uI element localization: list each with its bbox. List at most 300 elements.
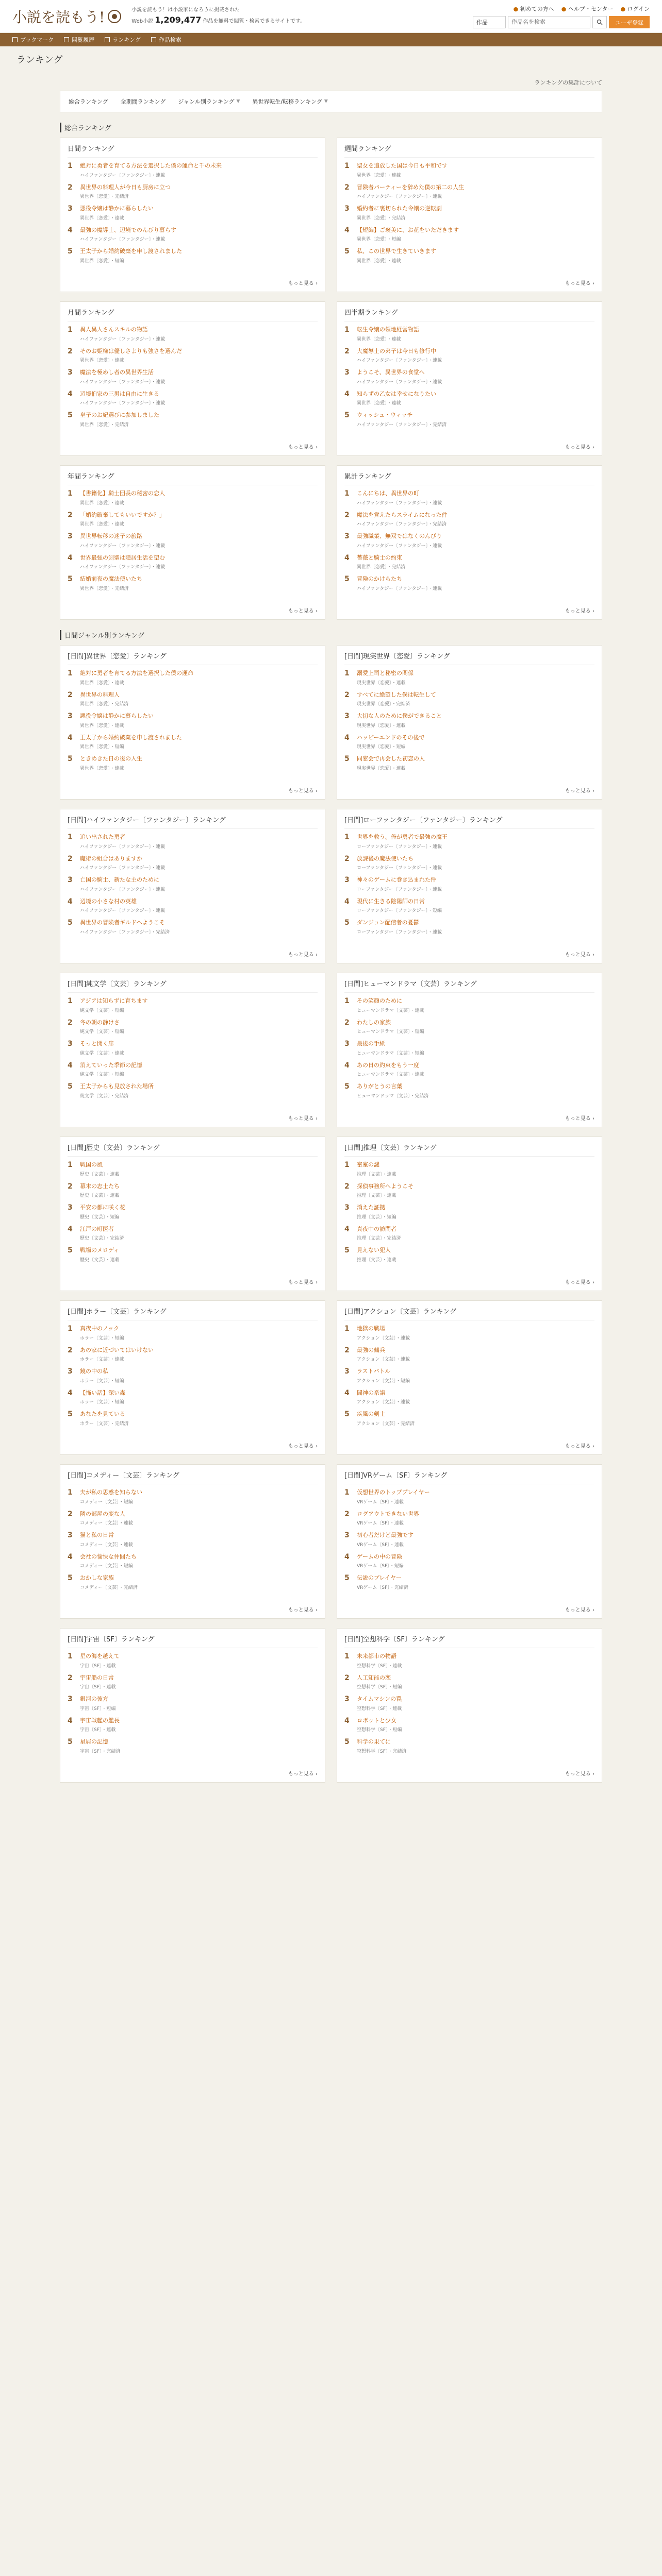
more-link[interactable]: もっと見る › bbox=[565, 443, 594, 450]
work-meta: 現実世界〔恋愛〕・完結済 bbox=[357, 702, 410, 707]
work-title[interactable]: 冬の朝の静けさ bbox=[80, 1019, 120, 1026]
list-item[interactable] bbox=[68, 226, 318, 243]
rank-number: 3 bbox=[68, 532, 73, 540]
list-item[interactable] bbox=[344, 1531, 594, 1548]
work-title[interactable]: 同窓会で再会した初恋の人 bbox=[357, 755, 425, 762]
ranking-card bbox=[60, 809, 325, 963]
work-title[interactable]: ラストバトル bbox=[357, 1368, 391, 1375]
work-title[interactable]: 異世界の料理人 bbox=[80, 691, 120, 698]
header-link-login[interactable]: ● ログイン bbox=[620, 5, 650, 12]
list-item[interactable] bbox=[68, 1225, 318, 1242]
work-meta: 純文学〔文芸〕・連載 bbox=[80, 1050, 124, 1056]
list-item[interactable] bbox=[344, 1574, 594, 1590]
list-item[interactable] bbox=[344, 876, 594, 892]
rank-number: 2 bbox=[68, 1018, 73, 1027]
work-title[interactable]: 魔術の組合はありますか bbox=[80, 855, 142, 862]
list-item[interactable] bbox=[68, 1389, 318, 1405]
list-item[interactable] bbox=[344, 1346, 594, 1363]
header-link-guide[interactable]: ● 初めての方へ bbox=[513, 5, 554, 12]
list-item[interactable] bbox=[68, 1346, 318, 1363]
work-title[interactable]: 【書籍化】騎士団長の秘密の恋人 bbox=[80, 490, 165, 497]
rank-number: 5 bbox=[344, 755, 350, 763]
work-title[interactable]: 闘神の系譜 bbox=[357, 1389, 385, 1396]
work-title[interactable]: 密室の謎 bbox=[357, 1161, 379, 1168]
user-register-button[interactable]: ユーザ登録 bbox=[609, 16, 650, 28]
work-title[interactable]: 伝説のプレイヤー bbox=[357, 1574, 402, 1581]
rank-number: 1 bbox=[68, 833, 73, 841]
rank-number: 1 bbox=[344, 162, 350, 170]
list-item[interactable] bbox=[344, 1738, 594, 1754]
list-item[interactable] bbox=[344, 1717, 594, 1733]
card-title[interactable]: [日間]宇宙〔SF〕ランキング bbox=[68, 1634, 318, 1648]
work-title[interactable]: ありがとうの言葉 bbox=[357, 1083, 402, 1090]
list-item[interactable] bbox=[344, 205, 594, 221]
work-title[interactable]: 【短編】ご褒美に、お花をいただきます bbox=[357, 226, 459, 233]
list-item[interactable] bbox=[68, 1717, 318, 1733]
work-title[interactable]: 宇宙戦艦の艦長 bbox=[80, 1717, 120, 1724]
work-title[interactable]: 鏡の中の私 bbox=[80, 1368, 108, 1375]
more-link[interactable]: もっと見る › bbox=[565, 1278, 594, 1285]
logo-text: 小説を読もう! bbox=[12, 8, 105, 26]
work-title[interactable]: 辺境の小さな村の英雄 bbox=[80, 897, 137, 905]
work-title[interactable]: ダンジョン配信者の憂鬱 bbox=[357, 919, 419, 926]
list-item[interactable] bbox=[344, 755, 594, 771]
work-meta: 異世界〔恋愛〕・完結済 bbox=[80, 586, 129, 591]
list-item[interactable] bbox=[344, 1674, 594, 1690]
list-item[interactable] bbox=[344, 1410, 594, 1427]
ranking-filter-bar bbox=[60, 91, 602, 112]
work-title[interactable]: 聖女を追放した国は今日も平和です bbox=[357, 162, 448, 169]
card-title[interactable]: [日間]異世界〔恋愛〕ランキング bbox=[68, 651, 318, 665]
ranking-card bbox=[60, 465, 325, 620]
work-title[interactable]: 異世界の冒険者ギルドへようこそ bbox=[80, 919, 165, 926]
work-title[interactable]: 皇子のお妃選びに参加しました bbox=[80, 412, 159, 418]
more-link[interactable]: もっと見る › bbox=[288, 606, 318, 614]
work-title[interactable]: 神々のゲームに巻き込まれた件 bbox=[357, 876, 436, 883]
list-item[interactable] bbox=[68, 1040, 318, 1056]
list-item[interactable] bbox=[68, 1531, 318, 1548]
more-link[interactable]: もっと見る › bbox=[565, 786, 594, 794]
work-title[interactable]: ハッピーエンドのその後で bbox=[357, 734, 425, 741]
more-link[interactable]: もっと見る › bbox=[288, 1278, 318, 1285]
card-title[interactable]: 累計ランキング bbox=[344, 471, 594, 485]
search-button[interactable] bbox=[592, 16, 607, 28]
work-title[interactable]: ログアウトできない世界 bbox=[357, 1510, 419, 1517]
work-title[interactable]: すべてに絶望した僕は転生して bbox=[357, 691, 436, 698]
filter-genre[interactable]: ジャンル別ランキング ▼ bbox=[178, 98, 240, 105]
work-title[interactable]: 最強の傭兵 bbox=[357, 1346, 385, 1353]
card-title[interactable]: [日間]ローファンタジー〔ファンタジー〕ランキング bbox=[344, 815, 594, 829]
list-item[interactable] bbox=[344, 226, 594, 243]
ranking-about-link[interactable]: ランキングの集計について bbox=[534, 79, 602, 86]
work-title[interactable]: 追い出された勇者 bbox=[80, 834, 125, 840]
work-title[interactable]: 知らずの乙女は幸せになりたい bbox=[357, 390, 436, 397]
work-title[interactable]: ときめきた日の後の人生 bbox=[80, 755, 142, 762]
nav-bookmark[interactable]: ブックマーク bbox=[12, 36, 54, 44]
list-item[interactable] bbox=[344, 691, 594, 707]
work-title[interactable]: タイムマシンの罠 bbox=[357, 1696, 402, 1702]
list-item[interactable] bbox=[344, 1553, 594, 1569]
list-item[interactable] bbox=[344, 1246, 594, 1263]
list-item[interactable] bbox=[68, 1695, 318, 1711]
more-link[interactable]: もっと見る › bbox=[565, 1605, 594, 1613]
list-item[interactable] bbox=[344, 734, 594, 750]
nav-search[interactable]: 作品検索 bbox=[151, 36, 181, 44]
rank-number: 4 bbox=[344, 1388, 350, 1397]
card-title[interactable]: [日間]歴史〔文芸〕ランキング bbox=[68, 1142, 318, 1157]
list-item[interactable] bbox=[344, 1161, 594, 1177]
work-meta: ハイファンタジー〔ファンタジー〕・連載 bbox=[357, 379, 442, 385]
work-title[interactable]: 私、この世界で生きていきます bbox=[357, 248, 436, 255]
list-item[interactable] bbox=[68, 1488, 318, 1505]
list-item[interactable] bbox=[68, 691, 318, 707]
more-link[interactable]: もっと見る › bbox=[288, 1442, 318, 1449]
list-item[interactable] bbox=[68, 1082, 318, 1099]
more-link[interactable]: もっと見る › bbox=[288, 1769, 318, 1777]
rank-number: 2 bbox=[344, 1018, 350, 1027]
list-item[interactable] bbox=[68, 489, 318, 506]
work-title[interactable]: 世界最強の剣聖は隠居生活を望む bbox=[80, 554, 165, 561]
card-title[interactable]: [日間]空想科学〔SF〕ランキング bbox=[344, 1634, 594, 1648]
work-title[interactable]: 異世界の料理人が今日も厨房に立つ bbox=[80, 183, 171, 191]
work-title[interactable]: 王太子からも見放された場所 bbox=[80, 1083, 154, 1090]
work-title[interactable]: あの家に近づいてはいけない bbox=[80, 1346, 154, 1353]
work-title[interactable]: こんにちは、異世界の町 bbox=[357, 490, 419, 497]
list-item[interactable] bbox=[344, 247, 594, 264]
work-title[interactable]: 世界を救う。俺が勇者で最強の魔王 bbox=[357, 834, 448, 840]
work-title[interactable]: 夫が私の思惑を知らない bbox=[80, 1489, 142, 1496]
work-title[interactable]: 最後の手紙 bbox=[357, 1040, 385, 1047]
work-meta: 宇宙〔SF〕・連載 bbox=[80, 1727, 116, 1733]
work-title[interactable]: 探偵事務所へようこそ bbox=[357, 1182, 413, 1190]
work-meta: 異世界〔恋愛〕・完結済 bbox=[80, 422, 129, 428]
list-item[interactable] bbox=[68, 511, 318, 528]
work-title[interactable]: ようこそ、異世界の食堂へ bbox=[357, 369, 425, 376]
ranking-card bbox=[60, 1137, 325, 1291]
list-item[interactable] bbox=[344, 347, 594, 364]
list-item[interactable] bbox=[344, 489, 594, 506]
list-item[interactable] bbox=[344, 1040, 594, 1056]
list-item[interactable] bbox=[344, 1325, 594, 1341]
work-meta: ホラー〔文芸〕・完結済 bbox=[80, 1421, 129, 1427]
search-row bbox=[473, 16, 650, 28]
list-item[interactable] bbox=[68, 919, 318, 935]
work-title[interactable]: ゲームの中の冒険 bbox=[357, 1553, 402, 1560]
list-item[interactable] bbox=[344, 1182, 594, 1199]
more-link[interactable]: もっと見る › bbox=[288, 443, 318, 450]
list-item[interactable] bbox=[344, 162, 594, 178]
list-item[interactable] bbox=[68, 347, 318, 364]
work-title[interactable]: 真夜中のノック bbox=[80, 1325, 120, 1332]
list-item[interactable] bbox=[68, 162, 318, 178]
work-title[interactable]: 星の海を越えて bbox=[80, 1653, 120, 1659]
rank-number: 4 bbox=[68, 733, 73, 742]
work-title[interactable]: 隣の部屋の変な人 bbox=[80, 1510, 125, 1517]
work-title[interactable]: 仮想世界のトッププレイヤー bbox=[357, 1489, 430, 1496]
card-title[interactable]: [日間]現実世界〔恋愛〕ランキング bbox=[344, 651, 594, 665]
work-title[interactable]: 最強職業、無双ではなくのんびり bbox=[357, 533, 442, 539]
list-item[interactable] bbox=[68, 1182, 318, 1199]
work-title[interactable]: 科学の果てに bbox=[357, 1738, 391, 1745]
card-title[interactable]: [日間]ヒューマンドラマ〔文芸〕ランキング bbox=[344, 978, 594, 993]
list-item[interactable] bbox=[344, 1488, 594, 1505]
work-title[interactable]: 消えた証拠 bbox=[357, 1204, 385, 1211]
list-item[interactable] bbox=[68, 368, 318, 385]
work-title[interactable]: 辺境伯家の三男は自由に生きる bbox=[80, 390, 159, 397]
ranking-card bbox=[337, 973, 602, 1127]
main-nav bbox=[0, 33, 662, 46]
card-title[interactable]: [日間]アクション〔文芸〕ランキング bbox=[344, 1306, 594, 1320]
list-item[interactable] bbox=[68, 1574, 318, 1590]
card-title[interactable]: [日間]ホラー〔文芸〕ランキング bbox=[68, 1306, 318, 1320]
card-title[interactable]: [日間]VRゲーム〔SF〕ランキング bbox=[344, 1470, 594, 1484]
list-item[interactable] bbox=[68, 1204, 318, 1220]
list-item[interactable] bbox=[344, 1061, 594, 1078]
work-title[interactable]: 消えていった季節の記憶 bbox=[80, 1061, 142, 1069]
work-meta: 歴史〔文芸〕・短編 bbox=[80, 1214, 120, 1220]
list-item[interactable] bbox=[344, 183, 594, 200]
work-title[interactable]: あの日の約束をもう一度 bbox=[357, 1061, 419, 1069]
work-title[interactable]: 絶対に勇者を育てる方法を選択した僕の運命 bbox=[80, 670, 193, 676]
header-link-help[interactable]: ● ヘルプ・センター bbox=[561, 5, 614, 12]
work-meta: コメディー〔文芸〕・短編 bbox=[80, 1564, 133, 1569]
work-meta: ハイファンタジー〔ファンタジー〕・連載 bbox=[80, 844, 166, 850]
ranking-grid bbox=[60, 138, 602, 620]
work-title[interactable]: 溺愛上司と秘密の関係 bbox=[357, 670, 413, 676]
work-title[interactable]: 亡国の騎士、新たな主のために bbox=[80, 876, 159, 883]
list-item[interactable] bbox=[68, 669, 318, 686]
work-title[interactable]: 異人異人さんスキルの物語 bbox=[80, 326, 148, 333]
rank-number: 4 bbox=[68, 1061, 73, 1070]
filter-all-time[interactable]: 全期間ランキング bbox=[120, 98, 166, 105]
card-title[interactable]: 日間ランキング bbox=[68, 143, 318, 158]
list-item[interactable] bbox=[68, 411, 318, 428]
list-item[interactable] bbox=[344, 326, 594, 342]
work-title[interactable]: 幕末の志士たち bbox=[80, 1182, 120, 1190]
list-item[interactable] bbox=[344, 554, 594, 570]
work-title[interactable]: 大魔導士の弟子は今日も修行中 bbox=[357, 347, 436, 354]
list-item[interactable] bbox=[68, 1652, 318, 1669]
list-item[interactable] bbox=[68, 876, 318, 892]
list-item[interactable] bbox=[344, 669, 594, 686]
list-item[interactable] bbox=[344, 1225, 594, 1242]
card-title[interactable]: 四半期ランキング bbox=[344, 307, 594, 321]
work-title[interactable]: その笑顔のために bbox=[357, 997, 402, 1004]
list-item[interactable] bbox=[68, 734, 318, 750]
card-title[interactable]: 週間ランキング bbox=[344, 143, 594, 158]
list-item[interactable] bbox=[68, 554, 318, 570]
card-title[interactable]: 月間ランキング bbox=[68, 307, 318, 321]
list-item[interactable] bbox=[68, 1674, 318, 1690]
list-item[interactable] bbox=[344, 1510, 594, 1527]
list-item[interactable] bbox=[344, 833, 594, 850]
work-meta: 現実世界〔恋愛〕・連載 bbox=[357, 766, 406, 771]
work-title[interactable]: 現代に生きる陰陽師の日常 bbox=[357, 897, 425, 905]
site-logo[interactable] bbox=[12, 6, 121, 27]
work-title[interactable]: 未来都市の物語 bbox=[357, 1653, 396, 1659]
list-item[interactable] bbox=[344, 1695, 594, 1711]
more-link[interactable]: もっと見る › bbox=[565, 950, 594, 958]
list-item[interactable] bbox=[344, 1389, 594, 1405]
work-title[interactable]: ウィッシュ・ウィッチ bbox=[357, 412, 413, 418]
rank-number: 3 bbox=[344, 876, 350, 884]
ranking-card bbox=[337, 1300, 602, 1455]
more-link[interactable]: もっと見る › bbox=[288, 1605, 318, 1613]
work-title[interactable]: 転生令嬢の領地経営物語 bbox=[357, 326, 419, 333]
list-item[interactable] bbox=[344, 897, 594, 914]
work-title[interactable]: 悪役令嬢は静かに暮らしたい bbox=[80, 205, 154, 212]
more-link[interactable]: もっと見る › bbox=[288, 786, 318, 794]
work-title[interactable]: 見えない犯人 bbox=[357, 1247, 391, 1253]
card-title[interactable]: [日間]純文学〔文芸〕ランキング bbox=[68, 978, 318, 993]
work-title[interactable]: 星屑の記憶 bbox=[80, 1738, 108, 1745]
card-title[interactable]: 年間ランキング bbox=[68, 471, 318, 485]
work-title[interactable]: ロボットと少女 bbox=[357, 1717, 396, 1724]
more-link[interactable]: もっと見る › bbox=[565, 1114, 594, 1122]
more-link[interactable]: もっと見る › bbox=[288, 279, 318, 286]
list-item[interactable] bbox=[344, 368, 594, 385]
list-item[interactable] bbox=[68, 1161, 318, 1177]
work-title[interactable]: 人工知能の恋 bbox=[357, 1674, 391, 1681]
list-item[interactable] bbox=[68, 1246, 318, 1263]
list-item[interactable] bbox=[68, 575, 318, 591]
list-item[interactable] bbox=[344, 919, 594, 935]
list-item[interactable] bbox=[68, 997, 318, 1013]
rank-number: 4 bbox=[344, 1552, 350, 1561]
list-item[interactable] bbox=[344, 390, 594, 406]
work-title[interactable]: あなたを見ている bbox=[80, 1411, 125, 1417]
list-item[interactable] bbox=[344, 511, 594, 528]
rank-number: 3 bbox=[68, 1695, 73, 1703]
work-meta: 歴史〔文芸〕・連載 bbox=[80, 1172, 120, 1177]
list-item[interactable] bbox=[68, 1410, 318, 1427]
work-title[interactable]: 疾風の剣士 bbox=[357, 1411, 385, 1417]
work-title[interactable]: 魔法を覚えたらスライムになった件 bbox=[357, 511, 448, 518]
work-title[interactable]: 婚約者に裏切られた令嬢の逆転劇 bbox=[357, 205, 442, 212]
list-item[interactable] bbox=[68, 855, 318, 871]
rank-number: 4 bbox=[68, 897, 73, 906]
work-title[interactable]: 地獄の戦場 bbox=[357, 1325, 385, 1332]
list-item[interactable] bbox=[344, 575, 594, 591]
list-item[interactable] bbox=[68, 1738, 318, 1754]
list-item[interactable] bbox=[344, 532, 594, 549]
work-meta: VRゲーム〔SF〕・連載 bbox=[357, 1499, 404, 1505]
list-item[interactable] bbox=[344, 1367, 594, 1384]
ranking-icon bbox=[105, 37, 110, 42]
work-title[interactable]: 薔薇と騎士の約束 bbox=[357, 554, 402, 561]
work-title[interactable]: 最強の魔導士、辺境でのんびり暮らす bbox=[80, 226, 176, 233]
list-item[interactable] bbox=[344, 997, 594, 1013]
ranking-card bbox=[60, 138, 325, 292]
nav-history[interactable]: 閲覧履歴 bbox=[64, 36, 94, 44]
work-title[interactable]: 猫と私の日常 bbox=[80, 1532, 114, 1538]
work-title[interactable]: 会社の愉快な仲間たち bbox=[80, 1553, 137, 1560]
filter-isekai[interactable]: 異世界転生/転移ランキング ▼ bbox=[252, 98, 328, 105]
work-title[interactable]: 「婚約破棄してもいいですか？」 bbox=[80, 511, 165, 518]
rank-number: 5 bbox=[344, 411, 350, 419]
list-item[interactable] bbox=[344, 1082, 594, 1099]
search-input[interactable] bbox=[508, 16, 590, 28]
nav-ranking[interactable]: ランキング bbox=[105, 36, 141, 44]
list-item[interactable] bbox=[68, 1325, 318, 1341]
work-title[interactable]: 江戸の町医者 bbox=[80, 1225, 114, 1232]
list-item[interactable] bbox=[344, 1019, 594, 1035]
rank-number: 4 bbox=[344, 897, 350, 906]
list-item[interactable] bbox=[68, 833, 318, 850]
list-item[interactable] bbox=[344, 1204, 594, 1220]
work-title[interactable]: 王太子から婚約破棄を申し渡されました bbox=[80, 248, 182, 255]
work-title[interactable]: 放課後の魔法使いたち bbox=[357, 855, 413, 862]
work-title[interactable]: 悪役令嬢は静かに暮らしたい bbox=[80, 713, 154, 719]
list-item[interactable] bbox=[68, 326, 318, 342]
card-title[interactable]: [日間]推理〔文芸〕ランキング bbox=[344, 1142, 594, 1157]
work-title[interactable]: アジアは知らずに育ちます bbox=[80, 997, 148, 1004]
work-title[interactable]: 冒険のかけらたち bbox=[357, 575, 402, 582]
work-title[interactable]: 大切な人のために僕ができること bbox=[357, 713, 442, 719]
more-link[interactable]: もっと見る › bbox=[565, 606, 594, 614]
work-title[interactable]: 魔法を極めし者の異世界生活 bbox=[80, 369, 154, 376]
search-type-select[interactable]: 作品 bbox=[473, 16, 506, 28]
filter-overall[interactable]: 総合ランキング bbox=[69, 98, 108, 105]
list-item[interactable] bbox=[68, 532, 318, 549]
list-item[interactable] bbox=[68, 755, 318, 771]
list-item[interactable] bbox=[344, 855, 594, 871]
work-title[interactable]: おかしな家族 bbox=[80, 1574, 114, 1581]
list-item[interactable] bbox=[68, 1553, 318, 1569]
more-link[interactable]: もっと見る › bbox=[288, 950, 318, 958]
list-item[interactable] bbox=[344, 411, 594, 428]
more-link[interactable]: もっと見る › bbox=[565, 1442, 594, 1449]
work-title[interactable]: 真夜中の訪問者 bbox=[357, 1225, 396, 1232]
list-item[interactable] bbox=[68, 897, 318, 914]
work-title[interactable]: 平安の都に咲く花 bbox=[80, 1204, 125, 1211]
list-item[interactable] bbox=[68, 1019, 318, 1035]
more-link[interactable]: もっと見る › bbox=[565, 1769, 594, 1777]
list-item[interactable] bbox=[68, 1510, 318, 1527]
rank-number: 4 bbox=[68, 553, 73, 562]
list-item[interactable] bbox=[344, 712, 594, 728]
list-item[interactable] bbox=[68, 247, 318, 264]
list-item[interactable] bbox=[68, 1061, 318, 1078]
work-title[interactable]: 【怖い話】深い森 bbox=[80, 1389, 125, 1396]
work-title[interactable]: 王太子から婚約破棄を申し渡されました bbox=[80, 734, 182, 741]
card-title[interactable]: [日間]ハイファンタジー〔ファンタジー〕ランキング bbox=[68, 815, 318, 829]
rank-number: 2 bbox=[344, 854, 350, 863]
card-title[interactable]: [日間]コメディー〔文芸〕ランキング bbox=[68, 1470, 318, 1484]
rank-number: 2 bbox=[68, 854, 73, 863]
more-link[interactable]: もっと見る › bbox=[288, 1114, 318, 1122]
more-link[interactable]: もっと見る › bbox=[565, 279, 594, 286]
work-title[interactable]: 戦場のメロディ bbox=[80, 1247, 120, 1253]
work-title[interactable]: 宇宙船の日常 bbox=[80, 1674, 114, 1681]
work-title[interactable]: 銀河の彼方 bbox=[80, 1696, 108, 1702]
list-item[interactable] bbox=[68, 1367, 318, 1384]
list-item[interactable] bbox=[68, 390, 318, 406]
work-title[interactable]: わたしの家族 bbox=[357, 1019, 391, 1026]
work-title[interactable]: 初心者だけど最強です bbox=[357, 1532, 413, 1538]
work-title[interactable]: そのお姫様は優しさよりも強さを選んだ bbox=[80, 347, 182, 354]
work-title[interactable]: 結婚前夜の魔法使いたち bbox=[80, 575, 142, 582]
work-title[interactable]: そっと開く扉 bbox=[80, 1040, 114, 1047]
work-title[interactable]: 戦国の風 bbox=[80, 1161, 103, 1168]
list-item[interactable] bbox=[344, 1652, 594, 1669]
work-title[interactable]: 異世界転移の迷子の旅路 bbox=[80, 533, 142, 539]
list-item[interactable] bbox=[68, 183, 318, 200]
list-item[interactable] bbox=[68, 712, 318, 728]
work-title[interactable]: 冒険者パーティーを辞めた僕の第二の人生 bbox=[357, 183, 465, 191]
work-title[interactable]: 絶対に勇者を育てる方法を選択した僕の運命と千の未来 bbox=[80, 162, 222, 169]
list-item[interactable] bbox=[68, 205, 318, 221]
